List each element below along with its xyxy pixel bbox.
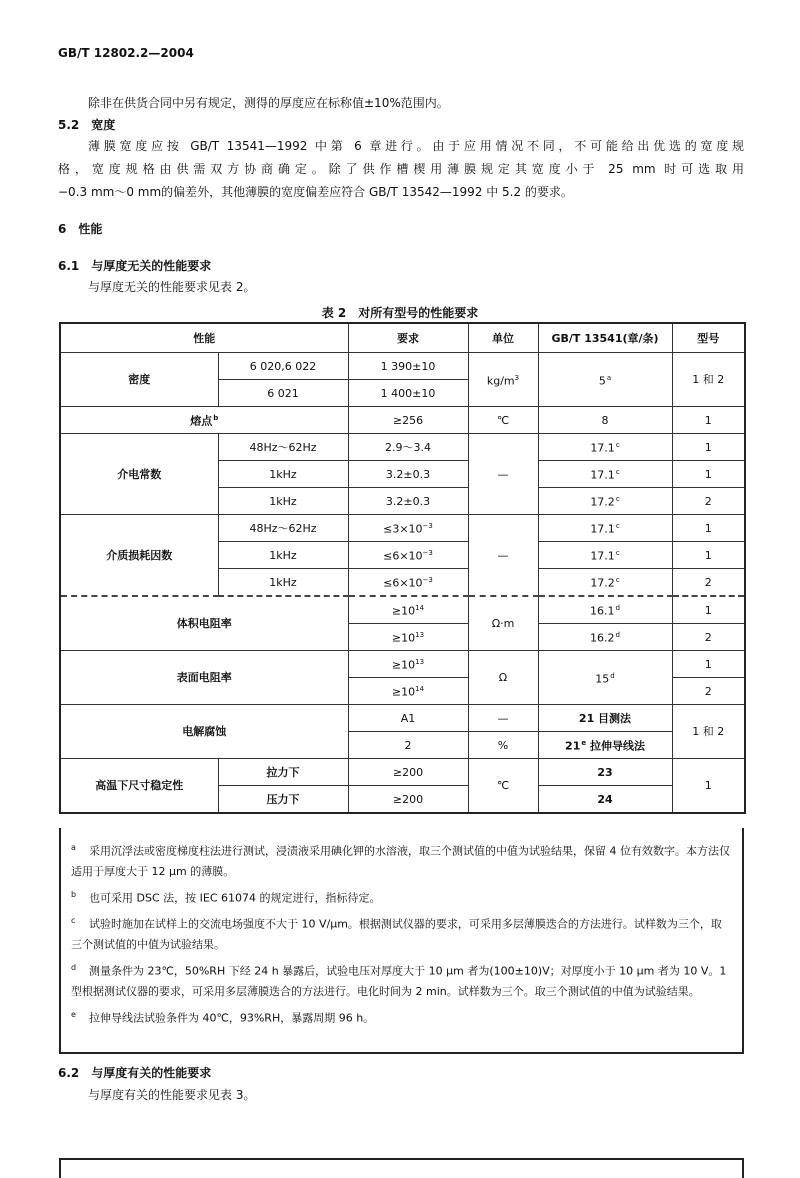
footnote-d: [71, 958, 732, 1002]
footnote-mark: b: [71, 889, 77, 899]
clause-cell: 24: [538, 786, 672, 814]
table-row: [60, 651, 745, 678]
table-header-row: [60, 323, 745, 353]
clause-cell: [538, 732, 672, 759]
thickness-paragraph: 除非在供货合同中另有规定，测得的厚度应在标称值±10%范围内。: [88, 96, 449, 110]
requirement-base: ≤3×10: [383, 522, 423, 536]
clause-cell: 21 目测法: [538, 705, 672, 732]
type-cell: 2: [672, 678, 745, 705]
table-row: [60, 353, 745, 380]
footnote-ref: d: [610, 671, 615, 680]
requirement-base: ≥10: [391, 631, 416, 645]
condition-cell: 1kHz: [218, 488, 348, 515]
header-clause: GB/T 13541(章/条): [538, 323, 672, 353]
clause-cell: [538, 542, 672, 569]
clause-method: 拉伸导线法: [586, 739, 645, 753]
requirement-exponent: 14: [415, 685, 425, 694]
footnote-ref: d: [615, 631, 620, 640]
unit-cell: Ω: [468, 651, 538, 705]
header-requirement: 要求: [348, 323, 468, 353]
clause-value: 21: [565, 739, 581, 753]
unit-cell: —: [468, 515, 538, 597]
condition-cell: 1kHz: [218, 569, 348, 597]
footnote-ref: c: [615, 468, 620, 477]
requirement-cell: [348, 651, 468, 678]
clause-value: 16.1: [590, 604, 615, 618]
table-number: 表 2: [321, 306, 347, 320]
table-row: [60, 434, 745, 461]
property-label: 电解腐蚀: [60, 705, 348, 759]
condition-cell: 48Hz～62Hz: [218, 515, 348, 542]
table-row: [60, 596, 745, 624]
property-label: 高温下尺寸稳定性: [60, 759, 218, 814]
section-number: 6: [58, 222, 67, 236]
clause-value: 17.1: [590, 441, 615, 455]
clause-value: 16.2: [590, 631, 615, 645]
requirement-cell: 1 390±10: [348, 353, 468, 380]
section-title: 与厚度无关的性能要求: [91, 259, 212, 273]
footnote-text: 测量条件为 23℃，50%RH 下经 24 h 暴露后，试验电压对厚度大于 10 μm 者为(100±10)V；对厚度小于 10 μm 者为 10 V。1 型根据测试仪器的要求，可采用多层薄膜迭合的方法进行。电化时间为 2 min。试样数为三个。取三个测试值的中值为试验结果。: [71, 964, 727, 998]
requirement-cell: 3.2±0.3: [348, 488, 468, 515]
unit-cell: ℃: [468, 407, 538, 434]
clause-value: 17.1: [590, 468, 615, 482]
requirement-exponent: −3: [422, 522, 433, 531]
unit-cell: ℃: [468, 759, 538, 814]
unit-cell: Ω·m: [468, 596, 538, 651]
property-text: 熔点: [190, 414, 213, 428]
condition-cell: 1kHz: [218, 542, 348, 569]
clause-cell: [538, 624, 672, 651]
clause-value: 5: [598, 374, 606, 388]
section-title: 与厚度有关的性能要求: [91, 1066, 212, 1080]
requirement-cell: ≥256: [348, 407, 468, 434]
section-6-2-paragraph: 与厚度有关的性能要求见表 3。: [88, 1088, 256, 1102]
requirement-cell: 2.9～3.4: [348, 434, 468, 461]
requirement-exponent: −3: [422, 549, 433, 558]
requirement-cell: A1: [348, 705, 468, 732]
requirement-cell: [348, 678, 468, 705]
table-row: [60, 759, 745, 786]
condition-cell: 压力下: [218, 786, 348, 814]
unit-cell: —: [468, 434, 538, 515]
clause-cell: 8: [538, 407, 672, 434]
clause-cell: [538, 569, 672, 597]
unit-exponent: 3: [514, 373, 520, 382]
section-6-2-heading: [58, 1066, 211, 1080]
type-cell: 1: [672, 515, 745, 542]
type-cell: 2: [672, 488, 745, 515]
requirement-exponent: 13: [415, 631, 425, 640]
requirement-cell: [348, 624, 468, 651]
unit-base: kg/m: [486, 374, 515, 388]
section-5-2-heading: [58, 118, 115, 132]
footnote-ref: c: [615, 549, 620, 558]
footnote-mark: c: [71, 916, 76, 926]
section-6-1-paragraph: 与厚度无关的性能要求见表 2。: [88, 280, 256, 294]
type-cell: 2: [672, 624, 745, 651]
table-title: 对所有型号的性能要求: [358, 306, 479, 320]
type-cell: 1: [672, 434, 745, 461]
section-number: 6.1: [58, 259, 80, 273]
unit-cell: %: [468, 732, 538, 759]
type-cell: 2: [672, 569, 745, 597]
table-row: [60, 407, 745, 434]
requirement-cell: [348, 515, 468, 542]
requirement-cell: 3.2±0.3: [348, 461, 468, 488]
clause-value: 17.2: [590, 576, 615, 590]
width-paragraph-line-3: −0.3 mm～0 mm的偏差外，其他薄膜的宽度偏差应符合 GB/T 13542—1992 中 5.2 的要求。: [58, 185, 573, 199]
standard-number-header: GB/T 12802.2—2004: [58, 46, 194, 60]
width-paragraph-line-2: 格，宽度规格由供需双方协商确定。除了供作槽楔用薄膜规定其宽度小于 25 mm 时可选取用: [58, 162, 744, 176]
footnote-ref: c: [615, 576, 620, 585]
clause-value: 17.1: [590, 522, 615, 536]
section-number: 5.2: [58, 118, 80, 132]
requirement-base: ≤6×10: [383, 576, 423, 590]
requirement-cell: [348, 569, 468, 597]
requirement-cell: ≥200: [348, 759, 468, 786]
property-label: 表面电阻率: [60, 651, 348, 705]
next-table-border: [59, 1158, 744, 1178]
table-row: [60, 515, 745, 542]
requirement-base: ≥10: [391, 604, 416, 618]
requirement-exponent: 13: [415, 658, 425, 667]
header-type: 型号: [672, 323, 745, 353]
unit-cell: —: [468, 705, 538, 732]
property-label: 介电常数: [60, 434, 218, 515]
footnote-mark: d: [71, 962, 77, 972]
type-cell: 1: [672, 461, 745, 488]
footnote-ref: a: [606, 373, 612, 382]
condition-cell: 1kHz: [218, 461, 348, 488]
property-label: 体积电阻率: [60, 596, 348, 651]
clause-cell: [538, 461, 672, 488]
property-label: 介质损耗因数: [60, 515, 218, 597]
footnote-ref: c: [615, 441, 620, 450]
footnote-text: 拉伸导线法试验条件为 40℃，93%RH，暴露周期 96 h。: [89, 1011, 375, 1025]
clause-value: 17.2: [590, 495, 615, 509]
property-label: 密度: [60, 353, 218, 407]
header-property: 性能: [60, 323, 348, 353]
footnote-ref: e: [581, 739, 587, 748]
table-footnotes: [59, 828, 744, 1054]
table-row: [60, 705, 745, 732]
requirement-cell: 2: [348, 732, 468, 759]
footnote-c: [71, 911, 732, 955]
properties-table: [59, 322, 746, 814]
footnote-ref: d: [615, 604, 620, 613]
requirement-cell: 1 400±10: [348, 380, 468, 407]
width-paragraph-line-1: 薄膜宽度应按 GB/T 13541—1992 中第 6 章进行。由于应用情况不同，不可能给出优选的宽度规: [88, 139, 744, 153]
requirement-base: ≥10: [391, 658, 416, 672]
footnote-ref: c: [615, 522, 620, 531]
condition-cell: 拉力下: [218, 759, 348, 786]
header-unit: 单位: [468, 323, 538, 353]
requirement-exponent: 14: [415, 604, 425, 613]
footnote-e: [71, 1005, 732, 1029]
clause-cell: [538, 515, 672, 542]
clause-cell: [538, 488, 672, 515]
condition-cell: 6 020,6 022: [218, 353, 348, 380]
clause-cell: [538, 434, 672, 461]
clause-cell: [538, 651, 672, 705]
type-cell: 1: [672, 759, 745, 814]
condition-cell: 6 021: [218, 380, 348, 407]
footnote-ref: b: [213, 414, 219, 423]
clause-cell: [538, 596, 672, 624]
type-cell: 1: [672, 596, 745, 624]
footnote-mark: e: [71, 1009, 76, 1019]
unit-cell: [468, 353, 538, 407]
requirement-exponent: −3: [422, 576, 433, 585]
condition-cell: 48Hz～62Hz: [218, 434, 348, 461]
requirement-cell: [348, 596, 468, 624]
requirement-base: ≥10: [391, 685, 416, 699]
footnote-text: 试验时施加在试样上的交流电场强度不大于 10 V/μm。根据测试仪器的要求，可采用多层薄膜迭合的方法进行。试样数为三个，取三个测试值的中值为试验结果。: [71, 917, 722, 951]
type-cell: 1: [672, 651, 745, 678]
requirement-cell: [348, 542, 468, 569]
type-cell: 1 和 2: [672, 705, 745, 759]
section-title: 性能: [78, 222, 103, 236]
footnote-a: [71, 838, 732, 882]
footnote-text: 采用沉浮法或密度梯度柱法进行测试，浸渍液采用碘化钾的水溶液，取三个测试值的中值为试验结果，保留 4 位有效数字。本方法仅适用于厚度大于 12 μm 的薄膜。: [71, 844, 730, 878]
requirement-base: ≤6×10: [383, 549, 423, 563]
clause-cell: 23: [538, 759, 672, 786]
table-caption: [0, 304, 800, 321]
clause-cell: [538, 353, 672, 407]
type-cell: 1: [672, 542, 745, 569]
clause-value: 15: [595, 672, 610, 686]
clause-value: 17.1: [590, 549, 615, 563]
section-6-1-heading: [58, 259, 211, 273]
requirement-cell: ≥200: [348, 786, 468, 814]
type-cell: 1 和 2: [672, 353, 745, 407]
footnote-ref: c: [615, 495, 620, 504]
section-number: 6.2: [58, 1066, 80, 1080]
section-title: 宽度: [91, 118, 116, 132]
type-cell: 1: [672, 407, 745, 434]
footnote-b: [71, 885, 732, 909]
section-6-heading: [58, 222, 102, 236]
property-label: [60, 407, 348, 434]
footnote-mark: a: [71, 843, 76, 852]
footnote-text: 也可采用 DSC 法，按 IEC 61074 的规定进行，指标待定。: [89, 891, 381, 905]
